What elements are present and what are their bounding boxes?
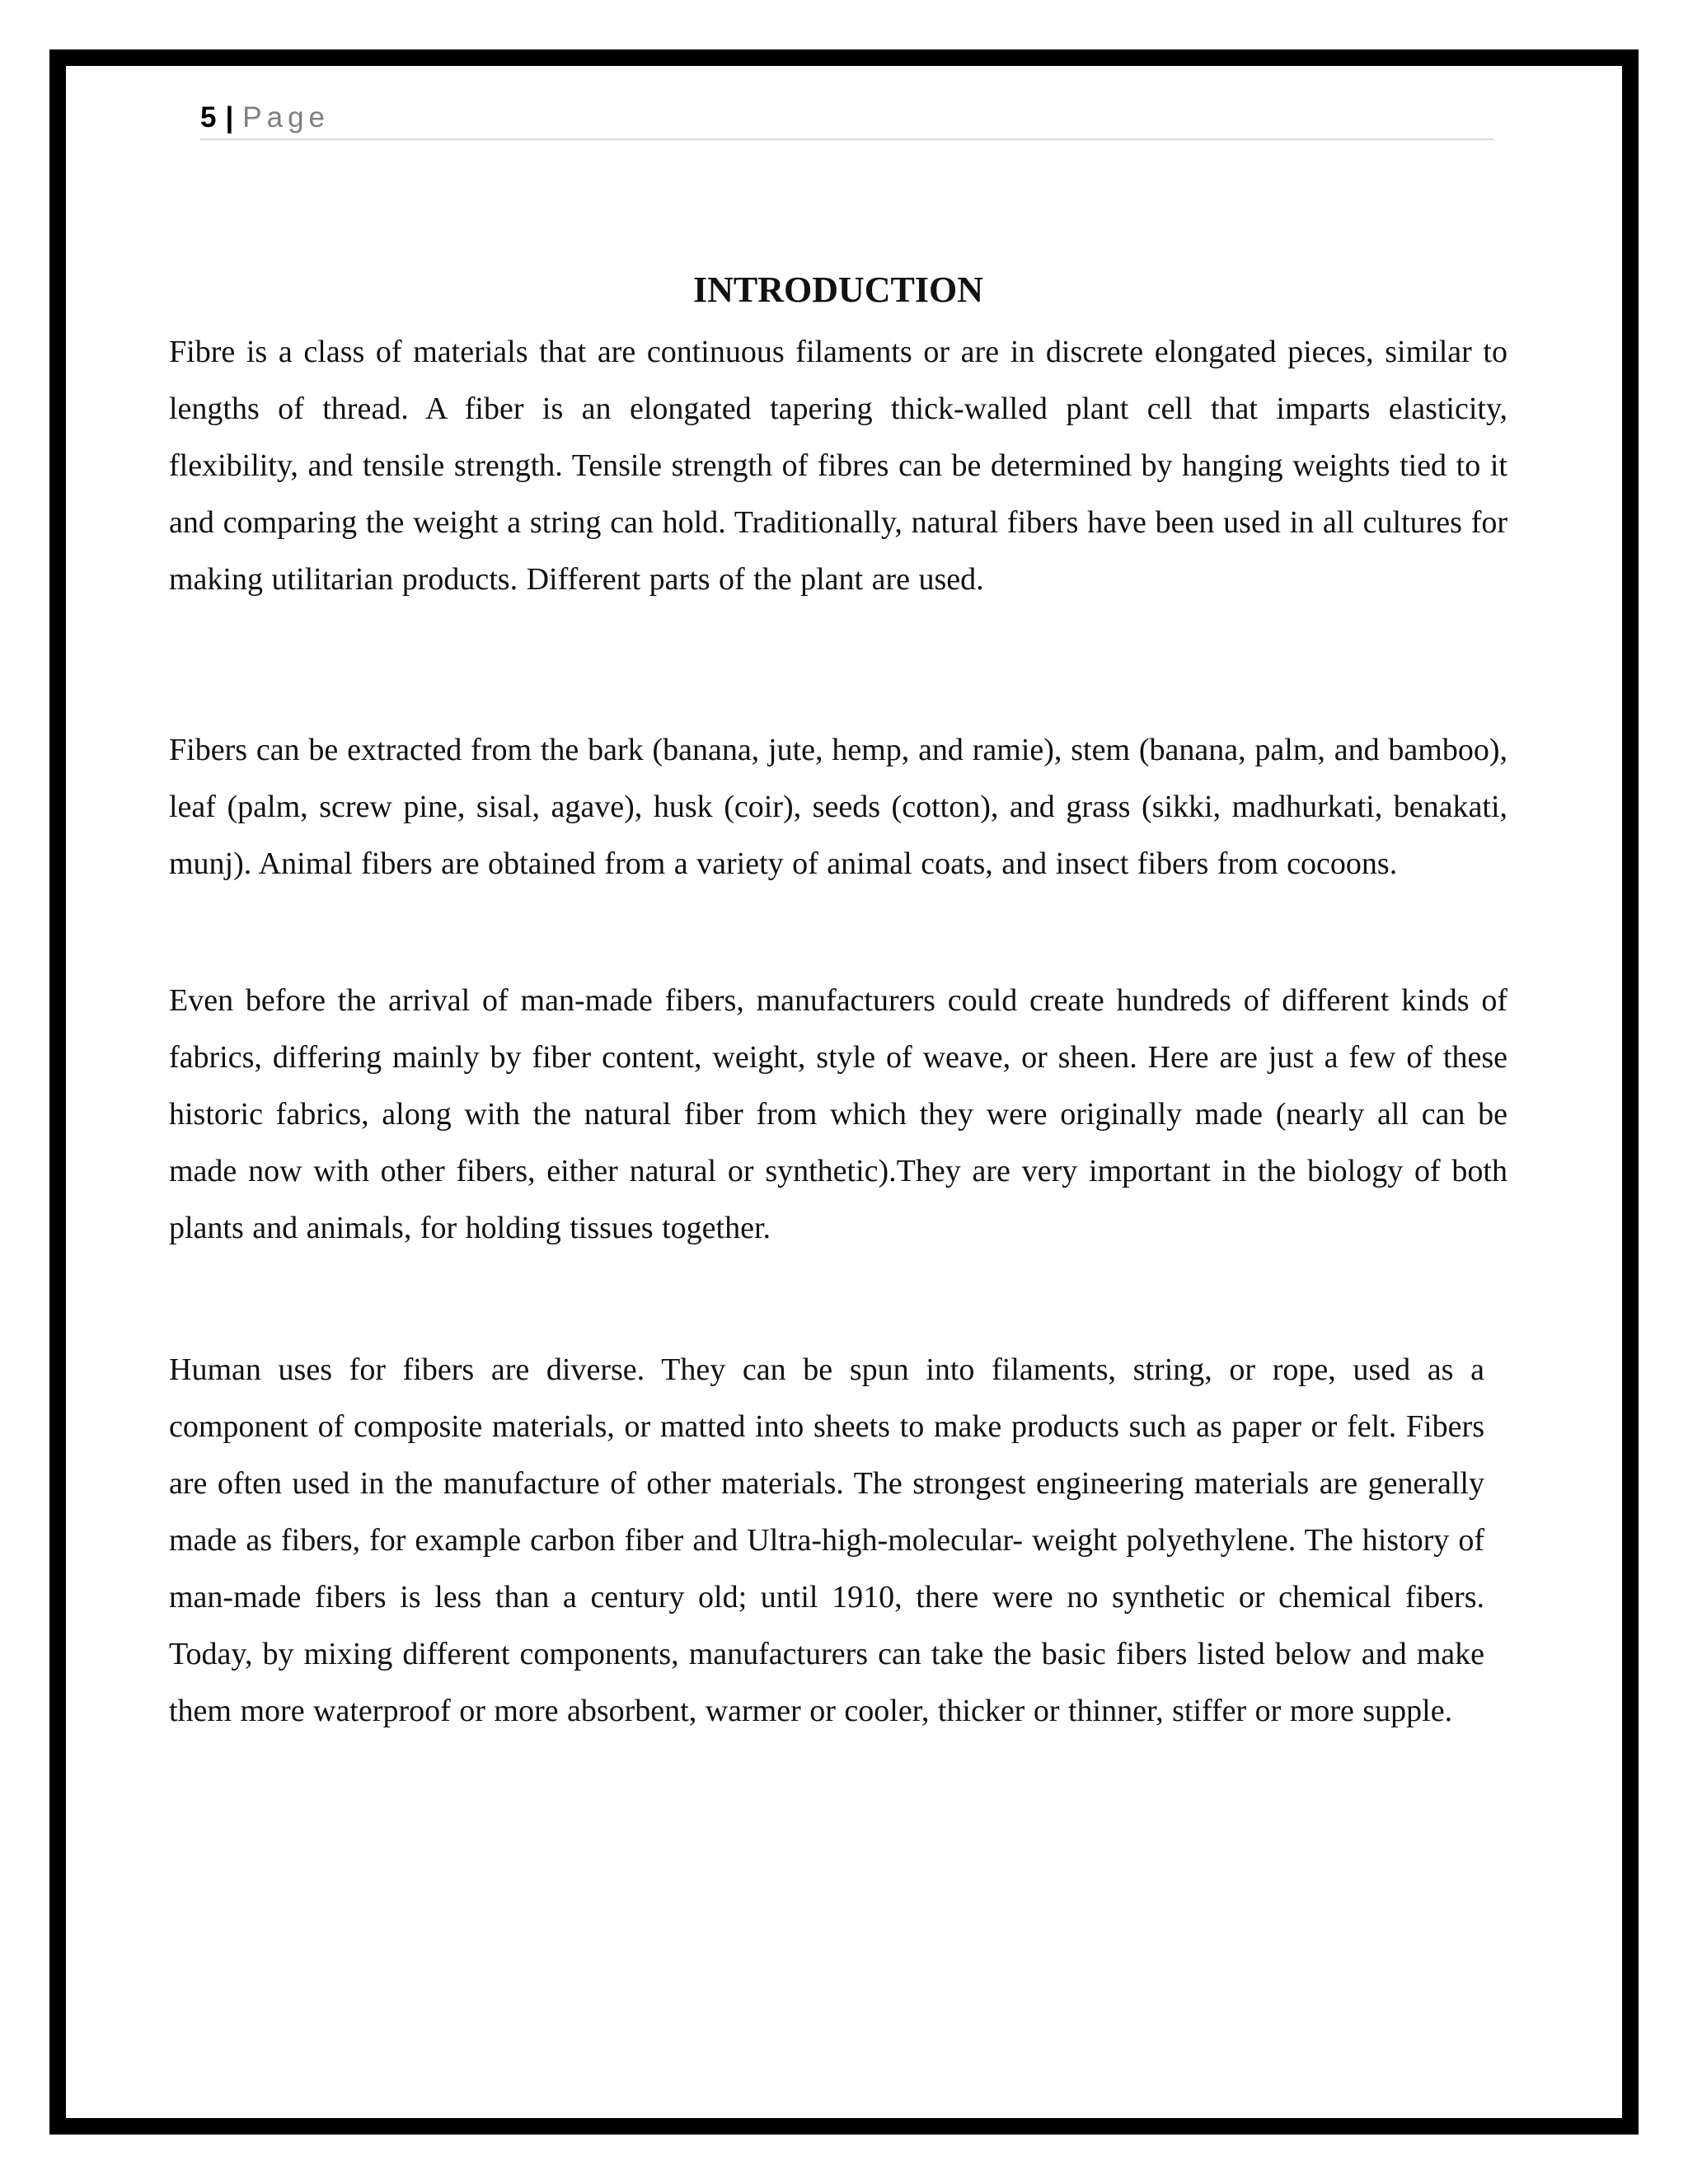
paragraph-historic-fabrics: Even before the arrival of man-made fibers, manufacturers could create hundreds of different kinds of fabrics, differing mainly by fiber content, weight, style of weave, or sheen. Here are just a few of these historic fabrics, along with the natural fiber from which they were originally made (nearly all can be made now with other fibers, either natural or synthetic).They are very important in the biology of both plants and animals, for holding tissues together. [169, 983, 1507, 1245]
header-separator: | [225, 101, 235, 134]
paragraph-fibre-definition: Fibre is a class of materials that are continuous filaments or are in discrete elongated pieces, similar to lengths of thread. A fiber is an elongated tapering thick-walled plant cell that imparts elasticity, flexibility, and tensile strength. Tensile strength of fibres can be determined by hanging weights tied to it and comparing the weight a string can hold. Traditionally, natural fibers have been used in all cultures for making utilitarian products. Different parts of the plant are used. [169, 335, 1507, 597]
page-header [200, 97, 1493, 140]
paragraph-human-uses: Human uses for fibers are diverse. They can be spun into filaments, string, or rope, used as a component of composite materials, or matted into sheets to make products such as paper or felt. Fibers are often used in the manufacture of other materials. The strongest engineering materials are generally made as fibers, for example carbon fiber and Ultra-high-molecular- weight polyethylene. The history of man-made fibers is less than a century old; until 1910, there were no synthetic or chemical fibers. Today, by mixing different components, manufacturers can take the basic fibers listed below and make them more waterproof or more absorbent, warmer or cooler, thicker or thinner, stiffer or more supple. [169, 1352, 1484, 1728]
page-number: 5 [200, 101, 218, 134]
page-label: Page [242, 101, 331, 134]
section-title: INTRODUCTION [692, 269, 984, 310]
paragraph-fiber-sources: Fibers can be extracted from the bark (banana, jute, hemp, and ramie), stem (banana, palm, and bamboo), leaf (palm, screw pine, sisal, agave), husk (coir), seeds (cotton), and grass (sikki, madhurkati, benakati, munj). Animal fibers are obtained from a variety of animal coats, and insect fibers from cocoons. [169, 733, 1507, 881]
